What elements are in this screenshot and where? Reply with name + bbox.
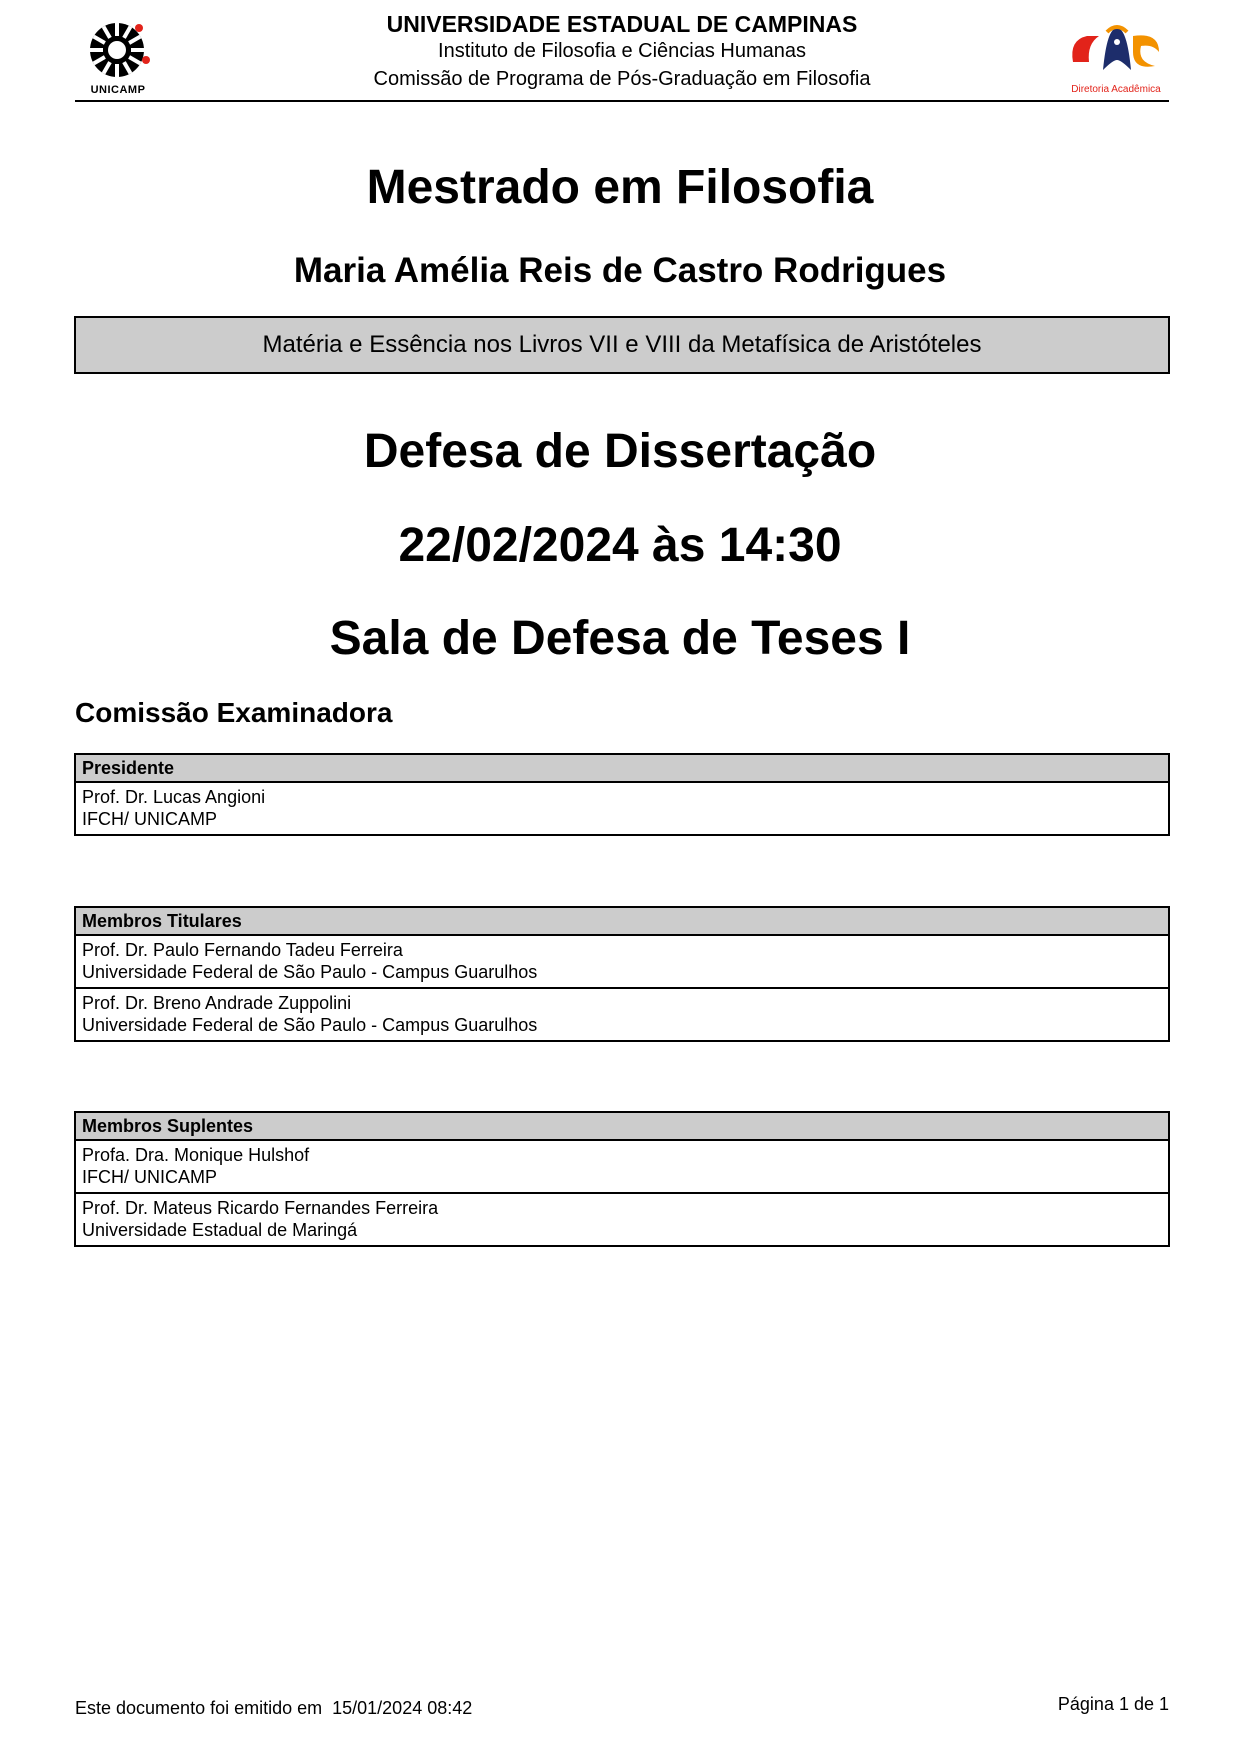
member-name: Prof. Dr. Lucas Angioni — [82, 787, 266, 807]
commission-name: Comissão de Programa de Pós-Graduação em Filosofia — [373, 68, 871, 90]
member-institution: Universidade Federal de São Paulo - Campus Guarulhos — [82, 962, 538, 982]
member-name: Prof. Dr. Paulo Fernando Tadeu Ferreira — [82, 940, 403, 960]
table-header: Presidente — [76, 755, 1168, 783]
issued-timestamp: Este documento foi emitido em 15/01/2024 08:42 — [75, 1698, 473, 1718]
table-row — [76, 1141, 1168, 1192]
table-header: Membros Suplentes — [76, 1113, 1168, 1141]
defense-room: Sala de Defesa de Teses I — [329, 612, 911, 665]
member-name: Profa. Dra. Monique Hulshof — [82, 1145, 310, 1165]
unicamp-logo-text: UNICAMP — [90, 84, 146, 96]
table-row — [76, 1192, 1168, 1245]
institute-name: Instituto de Filosofia e Ciências Humanas — [438, 40, 806, 62]
document-header — [75, 10, 1169, 102]
diretoria-academica-text: Diretoria Acadêmica — [1071, 84, 1161, 95]
university-name: UNIVERSIDADE ESTADUAL DE CAMPINAS — [386, 11, 858, 37]
committee-heading: Comissão Examinadora — [75, 697, 393, 728]
titulares-table — [74, 906, 1170, 1042]
table-row — [76, 936, 1168, 987]
defense-datetime: 22/02/2024 às 14:30 — [398, 519, 842, 572]
member-institution: IFCH/ UNICAMP — [82, 1167, 217, 1187]
student-name: Maria Amélia Reis de Castro Rodrigues — [293, 251, 947, 290]
diretoria-academica-logo — [1063, 22, 1169, 100]
table-row — [76, 783, 1168, 834]
member-institution: IFCH/ UNICAMP — [82, 809, 217, 829]
defense-type: Defesa de Dissertação — [363, 425, 877, 478]
program-title: Mestrado em Filosofia — [366, 161, 874, 214]
member-institution: Universidade Estadual de Maringá — [82, 1220, 358, 1240]
thesis-title: Matéria e Essência nos Livros VII e VIII da Metafísica de Aristóteles — [74, 316, 1170, 374]
member-name: Prof. Dr. Mateus Ricardo Fernandes Ferreira — [82, 1198, 439, 1218]
header-text — [75, 10, 1169, 93]
table-row — [76, 987, 1168, 1040]
table-header: Membros Titulares — [76, 908, 1168, 936]
page-number: Página 1 de 1 — [1057, 1694, 1169, 1714]
member-institution: Universidade Federal de São Paulo - Campus Guarulhos — [82, 1015, 538, 1035]
member-name: Prof. Dr. Breno Andrade Zuppolini — [82, 993, 352, 1013]
president-table — [74, 753, 1170, 836]
suplentes-table — [74, 1111, 1170, 1247]
